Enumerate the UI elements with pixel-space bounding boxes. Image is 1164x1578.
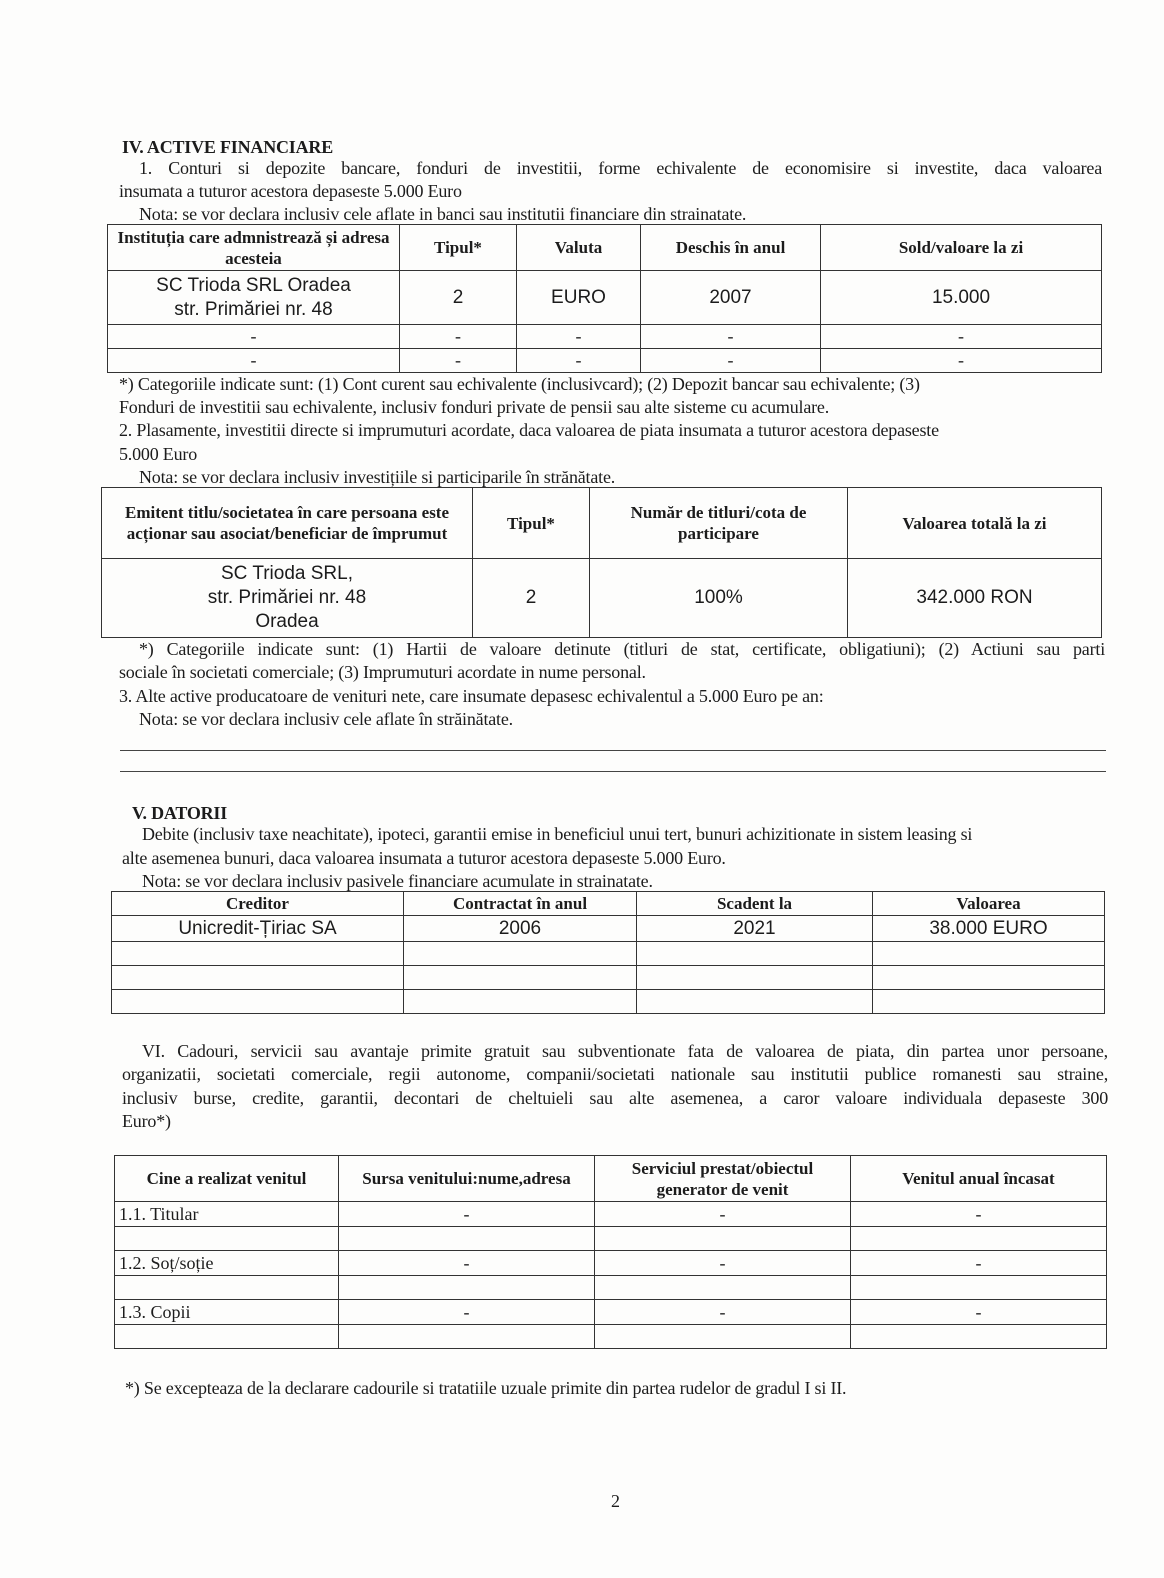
table-row (108, 349, 1102, 373)
issuer-street: str. Primăriei nr. 48 (207, 587, 367, 608)
section-iv-p1-line1: 1. Conturi si depozite bancare, fonduri de investitii, forme echivalente de economisire si investite, daca valoarea (139, 158, 1102, 178)
table-cell (112, 966, 404, 990)
table-row (115, 1202, 1107, 1227)
table-cell (851, 1227, 1107, 1251)
table-cell (873, 990, 1105, 1014)
table-cell: - (595, 1202, 851, 1227)
table-cell (112, 942, 404, 966)
table-cell (339, 1325, 595, 1349)
amount-cell: 38.000 EURO (873, 916, 1105, 942)
section-vi-p-line4: Euro*) (122, 1111, 171, 1131)
table-cell: - (339, 1300, 595, 1325)
issuer-cell (102, 559, 473, 638)
table-cell (404, 990, 637, 1014)
table-cell (873, 942, 1105, 966)
table-cell: - (851, 1202, 1107, 1227)
section-iv-p1-note: Nota: se vor declara inclusiv cele aflate in banci sau institutii financiare din strainatate. (139, 204, 747, 224)
table-cell (637, 990, 873, 1014)
type-cell: 2 (400, 271, 517, 325)
section-v-p-line1: Debite (inclusiv taxe neachitate), ipoteci, garantii emise in beneficiul unui tert, bunuri achizitionate in sistem leasing si (142, 824, 973, 844)
col-shares: Număr de titluri/cota de participare (590, 488, 848, 559)
table-header-row (102, 488, 1102, 559)
table-cell (637, 966, 873, 990)
contracted-year-cell: 2006 (404, 916, 637, 942)
investments-table (101, 487, 1102, 638)
table-cell: - (517, 325, 641, 349)
section-vi-footnote: *) Se excepteaza de la declarare cadourile si tratatiile uzuale primite din partea rudelor de gradul I si II. (125, 1378, 847, 1398)
section-v-title: V. DATORII (132, 803, 228, 823)
table-cell: - (595, 1251, 851, 1276)
issuer-name: SC Trioda SRL, (221, 563, 353, 584)
bank-accounts-table (107, 224, 1102, 373)
table-cell (339, 1227, 595, 1251)
table-cell: - (851, 1300, 1107, 1325)
institution-address: str. Primăriei nr. 48 (174, 298, 333, 320)
table-cell: - (641, 349, 821, 373)
col-opened-year: Deschis în anul (641, 225, 821, 271)
section-iv-p2-line2: 5.000 Euro (119, 444, 197, 464)
table-cell (115, 1325, 339, 1349)
due-year-cell: 2021 (637, 916, 873, 942)
section-v-p-line2: alte asemenea bunuri, daca valoarea insumata a tuturor acestora depaseste 5.000 Euro. (122, 848, 726, 868)
table-cell: - (400, 325, 517, 349)
col-creditor: Creditor (112, 892, 404, 916)
table-header-row (115, 1156, 1107, 1202)
table-cell: - (339, 1202, 595, 1227)
table-cell: - (108, 349, 400, 373)
table-row (115, 1276, 1107, 1300)
institution-cell (108, 271, 400, 325)
issuer-city: Oradea (255, 611, 319, 632)
section-iv-p1-line2: insumata a tuturor acestora depaseste 5.000 Euro (119, 181, 462, 201)
table-cell (339, 1276, 595, 1300)
table-cell (595, 1325, 851, 1349)
table-row (115, 1251, 1107, 1276)
col-type: Tipul* (400, 225, 517, 271)
blank-line-1 (120, 750, 1106, 751)
table-cell (115, 1276, 339, 1300)
table-cell: - (108, 325, 400, 349)
table-cell (873, 966, 1105, 990)
table-cell (595, 1227, 851, 1251)
section-iv-p3-line1: 3. Alte active producatoare de venituri nete, care insumate depasesc echivalentul a 5.000 Euro pe an: (119, 686, 824, 706)
section-vi-p-line2: organizatii, societati comerciale, regii autonome, companii/societati nationale sau institutii publice romanesti sau straine, (122, 1064, 1108, 1084)
table-cell: - (400, 349, 517, 373)
gifts-table (114, 1155, 1107, 1349)
col-source: Sursa venitului:nume,adresa (339, 1156, 595, 1202)
recipient-cell: 1.1. Titular (115, 1202, 339, 1227)
col-annual-income: Venitul anual încasat (851, 1156, 1107, 1202)
table-cell (404, 966, 637, 990)
table-row (112, 916, 1105, 942)
col-recipient: Cine a realizat venitul (115, 1156, 339, 1202)
table-cell: - (595, 1300, 851, 1325)
col-institution: Instituția care admnistrează și adresa acesteia (108, 225, 400, 271)
table-header-row (108, 225, 1102, 271)
table2-footnote-line1: *) Categoriile indicate sunt: (1) Hartii de valoare detinute (titluri de stat, certificate, obligatiuni); (2) Actiuni sau parti (139, 639, 1105, 659)
table-cell (595, 1276, 851, 1300)
col-balance: Sold/valoare la zi (821, 225, 1102, 271)
col-amount: Valoarea (873, 892, 1105, 916)
table-cell (851, 1276, 1107, 1300)
creditor-cell: Unicredit-Țiriac SA (112, 916, 404, 942)
table1-footnote-line1: *) Categoriile indicate sunt: (1) Cont curent sau echivalente (inclusivcard); (2) Depozit bancar sau echivalente; (3) (119, 374, 920, 394)
col-due-year: Scadent la (637, 892, 873, 916)
table-row (112, 966, 1105, 990)
table-cell: - (821, 349, 1102, 373)
year-cell: 2007 (641, 271, 821, 325)
blank-line-2 (120, 771, 1106, 772)
table-row (102, 559, 1102, 638)
table-cell (112, 990, 404, 1014)
table-cell (404, 942, 637, 966)
table-cell: - (517, 349, 641, 373)
table2-footnote-line2: sociale în societati comerciale; (3) Imprumuturi acordate in nume personal. (119, 662, 646, 682)
currency-cell: EURO (517, 271, 641, 325)
table-cell: - (339, 1251, 595, 1276)
section-iv-p2-note: Nota: se vor declara inclusiv investițiile si participarile în strănătate. (139, 467, 616, 487)
table-row (108, 271, 1102, 325)
table-cell: - (821, 325, 1102, 349)
page-number: 2 (611, 1491, 620, 1511)
table-row (115, 1300, 1107, 1325)
balance-cell: 15.000 (821, 271, 1102, 325)
table-cell (637, 942, 873, 966)
table-cell (851, 1325, 1107, 1349)
col-contracted-year: Contractat în anul (404, 892, 637, 916)
col-currency: Valuta (517, 225, 641, 271)
table-row (112, 942, 1105, 966)
debts-table (111, 891, 1105, 1014)
total-value-cell: 342.000 RON (848, 559, 1102, 638)
table-header-row (112, 892, 1105, 916)
table-row (112, 990, 1105, 1014)
recipient-cell: 1.3. Copii (115, 1300, 339, 1325)
table1-footnote-line2: Fonduri de investitii sau echivalente, inclusiv fonduri private de pensii sau alte sisteme cu acumulare. (119, 397, 829, 417)
section-vi-p-line3: inclusiv burse, credite, garantii, decontari de cheltuieli sau alte asemenea, a caror valoare individuala depaseste 300 (122, 1088, 1108, 1108)
table-row (115, 1227, 1107, 1251)
col-service: Serviciul prestat/obiectul generator de venit (595, 1156, 851, 1202)
section-iv-p2-line1: 2. Plasamente, investitii directe si imprumuturi acordate, daca valoarea de piata insumata a tuturor acestora depaseste (119, 420, 939, 440)
table-cell: - (641, 325, 821, 349)
institution-name: SC Trioda SRL Oradea (156, 274, 351, 296)
section-iv-title: IV. ACTIVE FINANCIARE (122, 137, 334, 157)
col-type: Tipul* (473, 488, 590, 559)
table-cell: - (851, 1251, 1107, 1276)
type-cell: 2 (473, 559, 590, 638)
table-cell (115, 1227, 339, 1251)
recipient-cell: 1.2. Soț/soție (115, 1251, 339, 1276)
col-issuer: Emitent titlu/societatea în care persoana este acționar sau asociat/beneficiar de împrumut (102, 488, 473, 559)
section-v-p-note: Nota: se vor declara inclusiv pasivele financiare acumulate in strainatate. (142, 871, 653, 891)
table-row (108, 325, 1102, 349)
shares-cell: 100% (590, 559, 848, 638)
section-iv-p3-note: Nota: se vor declara inclusiv cele aflate în străinătate. (139, 709, 513, 729)
section-vi-p-line1: VI. Cadouri, servicii sau avantaje primite gratuit sau subventionate fata de valoarea de piata, din partea unor persoane, (142, 1041, 1108, 1061)
table-row (115, 1325, 1107, 1349)
col-total-value: Valoarea totală la zi (848, 488, 1102, 559)
